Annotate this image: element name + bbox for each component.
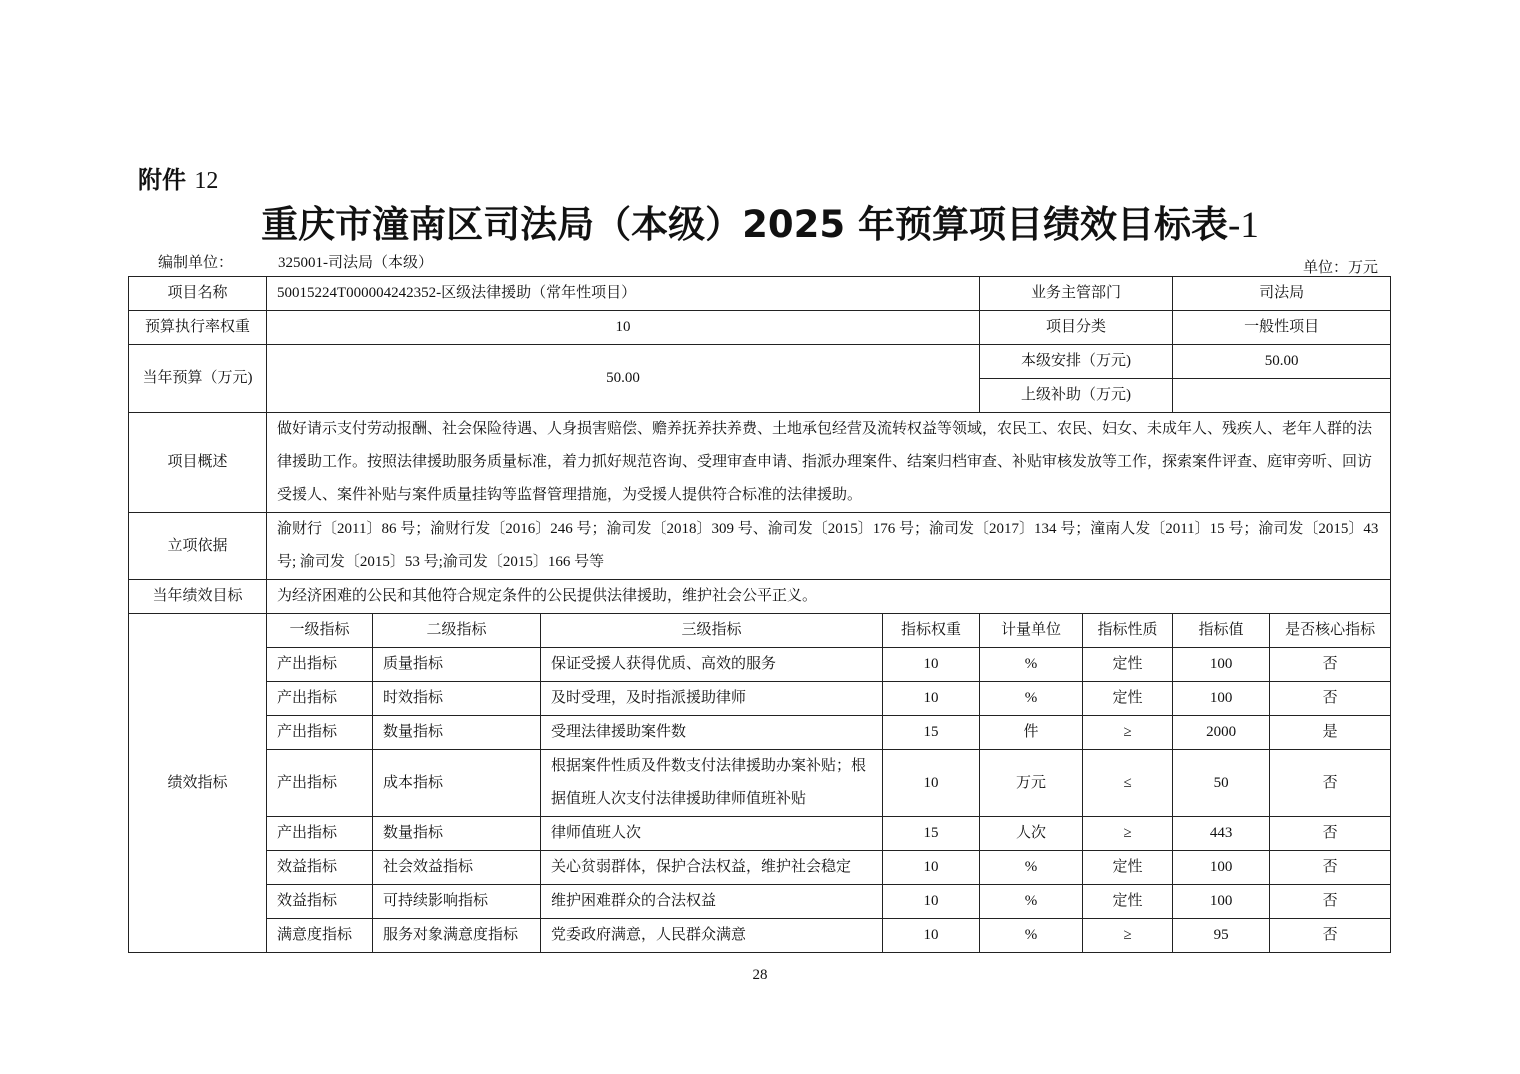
performance-table <box>128 276 1391 953</box>
l3-cell: 党委政府满意，人民群众满意 <box>541 919 883 953</box>
weight-cell: 10 <box>883 851 980 885</box>
core-cell: 否 <box>1270 682 1391 716</box>
unit-cell: 件 <box>980 716 1083 750</box>
unit-cell: % <box>980 648 1083 682</box>
page-title <box>0 194 1520 248</box>
table-row <box>129 919 1391 953</box>
budget-label: 当年预算（万元) <box>129 345 267 413</box>
local-value: 50.00 <box>1173 345 1391 379</box>
weight-cell: 10 <box>883 648 980 682</box>
l3-cell: 根据案件性质及件数支付法律援助办案补贴；根据值班人次支付法律援助律师值班补贴 <box>541 750 883 817</box>
weight-cell: 15 <box>883 716 980 750</box>
core-cell: 否 <box>1270 851 1391 885</box>
value-cell: 50 <box>1173 750 1270 817</box>
header-cell: 三级指标 <box>541 614 883 648</box>
table-row <box>129 682 1391 716</box>
nature-cell: 定性 <box>1083 885 1173 919</box>
budget-row <box>129 345 1391 379</box>
unit-cell: 万元 <box>980 750 1083 817</box>
l2-cell: 成本指标 <box>373 750 541 817</box>
core-cell: 否 <box>1270 817 1391 851</box>
l3-cell: 律师值班人次 <box>541 817 883 851</box>
weight-cell: 10 <box>883 885 980 919</box>
dept-label: 业务主管部门 <box>980 277 1173 311</box>
overview-value: 做好请示支付劳动报酬、社会保险待遇、人身损害赔偿、赡养抚养扶养费、土地承包经营及流转权益等领域，农民工、农民、妇女、未成年人、残疾人、老年人群的法律援助工作。按照法律援助服务质量标准，着力抓好规范咨询、受理审查申请、指派办理案件、结案归档审查、补贴审核发放等工作，探索案件评查、庭审旁听、回访受援人、案件补贴与案件质量挂钩等监督管理措施，为受援人提供符合标准的法律援助。 <box>267 413 1391 513</box>
header-cell: 指标性质 <box>1083 614 1173 648</box>
table-row <box>129 851 1391 885</box>
l2-cell: 数量指标 <box>373 817 541 851</box>
basis-value: 渝财行〔2011〕86 号；渝财行发〔2016〕246 号；渝司发〔2018〕309 号、渝司发〔2015〕176 号；渝司发〔2017〕134 号；潼南人发〔2011〕15 号；渝司发〔2015〕43 号; 渝司发〔2015〕53 号;渝司发〔2015〕166 号等 <box>267 513 1391 580</box>
core-cell: 否 <box>1270 885 1391 919</box>
nature-cell: 定性 <box>1083 648 1173 682</box>
exec-weight-row <box>129 311 1391 345</box>
unit-cell: % <box>980 851 1083 885</box>
value-cell: 100 <box>1173 851 1270 885</box>
core-cell: 是 <box>1270 716 1391 750</box>
l3-cell: 保证受援人获得优质、高效的服务 <box>541 648 883 682</box>
project-name-row <box>129 277 1391 311</box>
exec-weight-label: 预算执行率权重 <box>129 311 267 345</box>
nature-cell: 定性 <box>1083 851 1173 885</box>
upper-value <box>1173 379 1391 413</box>
l3-cell: 受理法律援助案件数 <box>541 716 883 750</box>
core-cell: 否 <box>1270 750 1391 817</box>
l3-cell: 维护困难群众的合法权益 <box>541 885 883 919</box>
basis-label: 立项依据 <box>129 513 267 580</box>
value-cell: 100 <box>1173 682 1270 716</box>
weight-cell: 10 <box>883 919 980 953</box>
table-row <box>129 750 1391 817</box>
attachment-number: 12 <box>194 168 219 194</box>
title-main: 重庆市潼南区司法局（本级）2025 年预算项目绩效目标表 <box>261 203 1229 246</box>
unit-cell: % <box>980 682 1083 716</box>
unit-cell: % <box>980 919 1083 953</box>
org-label: 编制单位： <box>158 255 234 271</box>
header-cell: 指标值 <box>1173 614 1270 648</box>
page-number: 28 <box>752 967 768 983</box>
l2-cell: 服务对象满意度指标 <box>373 919 541 953</box>
l1-cell: 产出指标 <box>267 750 373 817</box>
table-row <box>129 648 1391 682</box>
title-suffix: -1 <box>1228 205 1259 246</box>
table-row <box>129 817 1391 851</box>
goal-value: 为经济困难的公民和其他符合规定条件的公民提供法律援助，维护社会公平正义。 <box>267 580 1391 614</box>
exec-weight-value: 10 <box>267 311 980 345</box>
l2-cell: 数量指标 <box>373 716 541 750</box>
unit-cell: 人次 <box>980 817 1083 851</box>
dept-value: 司法局 <box>1173 277 1391 311</box>
l2-cell: 时效指标 <box>373 682 541 716</box>
weight-cell: 10 <box>883 750 980 817</box>
weight-cell: 15 <box>883 817 980 851</box>
l1-cell: 效益指标 <box>267 851 373 885</box>
l1-cell: 满意度指标 <box>267 919 373 953</box>
unit-cell: % <box>980 885 1083 919</box>
nature-cell: ≤ <box>1083 750 1173 817</box>
budget-value: 50.00 <box>267 345 980 413</box>
nature-cell: ≥ <box>1083 716 1173 750</box>
header-cell: 计量单位 <box>980 614 1083 648</box>
l2-cell: 可持续影响指标 <box>373 885 541 919</box>
project-name-value: 50015224T000004242352-区级法律援助（常年性项目） <box>267 277 980 311</box>
goal-row <box>129 580 1391 614</box>
local-label: 本级安排（万元) <box>980 345 1173 379</box>
org-value: 325001-司法局（本级） <box>278 255 433 271</box>
table-row <box>129 716 1391 750</box>
category-label: 项目分类 <box>980 311 1173 345</box>
upper-label: 上级补助（万元) <box>980 379 1173 413</box>
l1-cell: 产出指标 <box>267 817 373 851</box>
l3-cell: 及时受理，及时指派援助律师 <box>541 682 883 716</box>
core-cell: 否 <box>1270 648 1391 682</box>
l1-cell: 产出指标 <box>267 682 373 716</box>
l1-cell: 效益指标 <box>267 885 373 919</box>
indicator-section-label: 绩效指标 <box>129 614 267 953</box>
header-cell: 二级指标 <box>373 614 541 648</box>
basis-row <box>129 513 1391 580</box>
overview-label: 项目概述 <box>129 413 267 513</box>
l2-cell: 社会效益指标 <box>373 851 541 885</box>
core-cell: 否 <box>1270 919 1391 953</box>
value-cell: 100 <box>1173 885 1270 919</box>
header-cell: 一级指标 <box>267 614 373 648</box>
nature-cell: ≥ <box>1083 919 1173 953</box>
table-row <box>129 885 1391 919</box>
value-cell: 95 <box>1173 919 1270 953</box>
nature-cell: ≥ <box>1083 817 1173 851</box>
value-cell: 100 <box>1173 648 1270 682</box>
category-value: 一般性项目 <box>1173 311 1391 345</box>
attachment-label <box>138 160 218 195</box>
project-name-label: 项目名称 <box>129 277 267 311</box>
l2-cell: 质量指标 <box>373 648 541 682</box>
indicator-header-row <box>129 614 1391 648</box>
l3-cell: 关心贫弱群体，保护合法权益，维护社会稳定 <box>541 851 883 885</box>
nature-cell: 定性 <box>1083 682 1173 716</box>
l1-cell: 产出指标 <box>267 648 373 682</box>
l1-cell: 产出指标 <box>267 716 373 750</box>
attachment-text: 附件 <box>138 166 186 194</box>
header-cell: 是否核心指标 <box>1270 614 1391 648</box>
header-cell: 指标权重 <box>883 614 980 648</box>
unit-label: 单位：万元 <box>1302 260 1378 276</box>
value-cell: 443 <box>1173 817 1270 851</box>
value-cell: 2000 <box>1173 716 1270 750</box>
overview-row <box>129 413 1391 513</box>
goal-label: 当年绩效目标 <box>129 580 267 614</box>
weight-cell: 10 <box>883 682 980 716</box>
